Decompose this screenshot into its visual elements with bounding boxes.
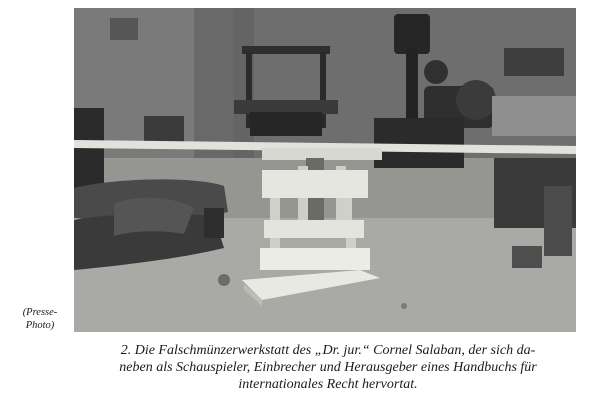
workshop-photo bbox=[74, 8, 576, 332]
figure-caption bbox=[74, 342, 582, 393]
caption-line: internationales Recht hervortat. bbox=[238, 377, 418, 392]
workshop-scene bbox=[74, 8, 576, 332]
wall-window bbox=[110, 18, 138, 40]
caption-line: 2. Die Falschmünzerwerkstatt des „Dr. jur.“ Cornel Salaban, der sich da- bbox=[120, 343, 536, 358]
caption-line: neben als Schauspieler, Einbrecher und Herausgeber eines Handbuchs für bbox=[119, 360, 537, 375]
photo-credit: (Presse- Photo) bbox=[22, 307, 58, 331]
